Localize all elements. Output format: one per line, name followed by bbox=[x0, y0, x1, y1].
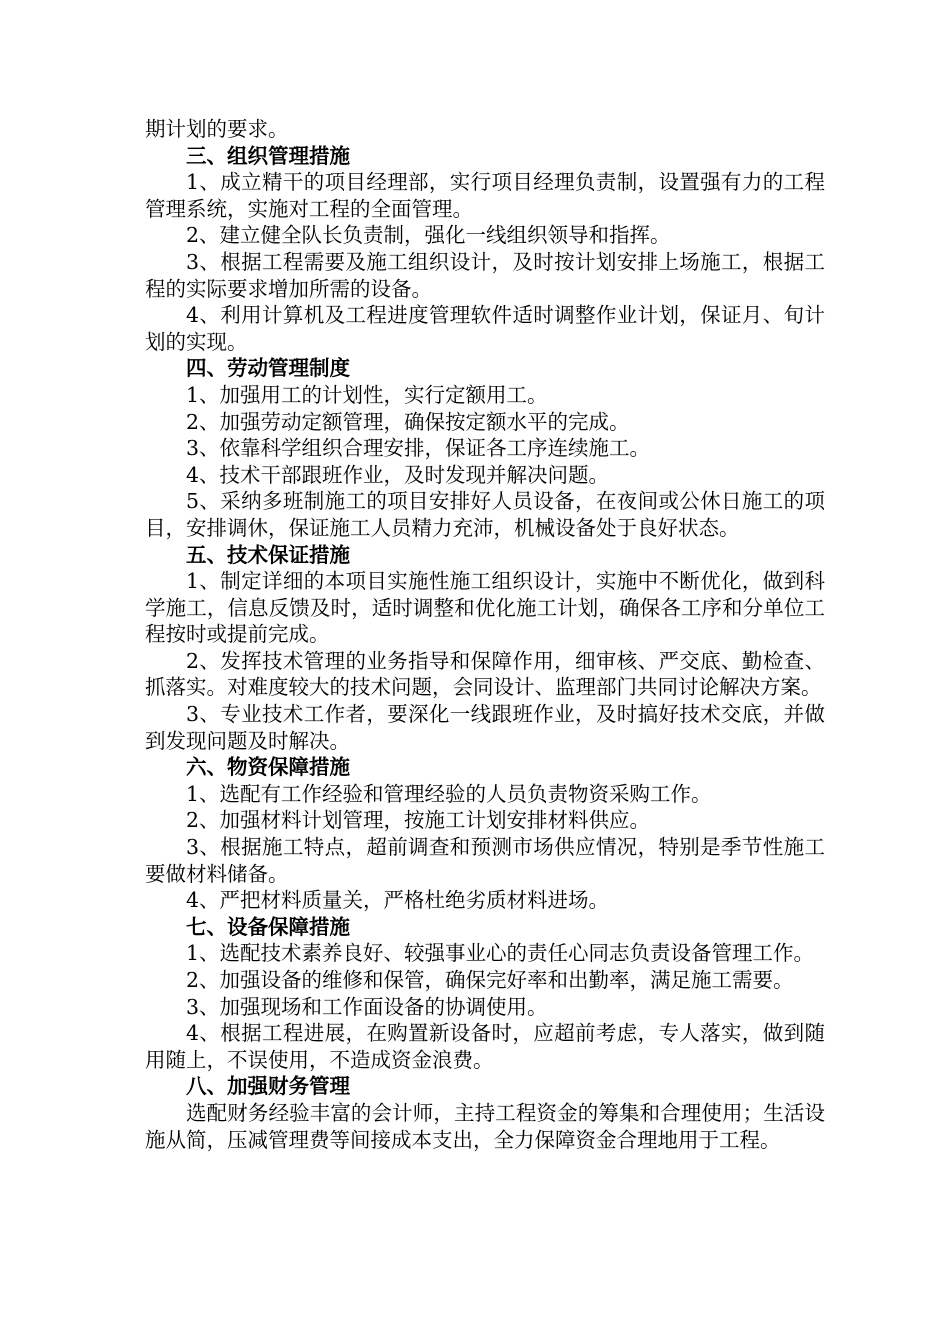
paragraph: 2、建立健全队长负责制，强化一线组织领导和指挥。 bbox=[186, 223, 671, 248]
paragraph: 2、加强劳动定额管理，确保按定额水平的完成。 bbox=[186, 409, 630, 434]
paragraph: 期计划的要求。 bbox=[145, 117, 289, 141]
paragraph: 3、根据工程需要及施工组织设计，及时按计划安排上场施工，根据工程的实际要求增加所需的设备。 bbox=[145, 249, 825, 301]
paragraph: 4、利用计算机及工程进度管理软件适时调整作业计划，保证月、旬计划的实现。 bbox=[145, 303, 825, 354]
paragraph: 3、加强现场和工作面设备的协调使用。 bbox=[186, 994, 548, 1019]
paragraph: 1、成立精干的项目经理部，实行项目经理负责制，设置强有力的工程管理系统，实施对工程的全面管理。 bbox=[145, 170, 825, 221]
paragraph: 3、专业技术工作者，要深化一线跟班作业，及时搞好技术交底，并做到发现问题及时解决。 bbox=[145, 702, 825, 753]
paragraph: 4、技术干部跟班作业，及时发现并解决问题。 bbox=[186, 462, 610, 487]
paragraph: 1、选配有工作经验和管理经验的人员负责物资采购工作。 bbox=[186, 781, 712, 806]
section-heading: 八、加强财务管理 bbox=[186, 1074, 350, 1099]
paragraph: 选配财务经验丰富的会计师，主持工程资金的筹集和合理使用；生活设施从简，压减管理费等间接成本支出，全力保障资金合理地用于工程。 bbox=[145, 1100, 825, 1152]
section-heading: 六、物资保障措施 bbox=[186, 755, 350, 780]
paragraph: 1、选配技术素养良好、较强事业心的责任心同志负责设备管理工作。 bbox=[186, 941, 815, 966]
section-heading: 四、劳动管理制度 bbox=[186, 356, 350, 381]
section-heading: 五、技术保证措施 bbox=[186, 542, 350, 567]
paragraph: 5、采纳多班制施工的项目安排好人员设备，在夜间或公休日施工的项目，安排调休，保证施工人员精力充沛，机械设备处于良好状态。 bbox=[145, 489, 825, 540]
section-heading: 三、组织管理措施 bbox=[186, 143, 350, 168]
paragraph: 1、加强用工的计划性，实行定额用工。 bbox=[186, 382, 548, 407]
paragraph: 4、严把材料质量关，严格杜绝劣质材料进场。 bbox=[186, 888, 610, 913]
paragraph: 2、发挥技术管理的业务指导和保障作用，细审核、严交底、勤检查、抓落实。对难度较大的技术问题，会同设计、监理部门共同讨论解决方案。 bbox=[145, 648, 825, 700]
paragraph: 2、加强材料计划管理，按施工计划安排材料供应。 bbox=[186, 808, 651, 833]
section-heading: 七、设备保障措施 bbox=[186, 914, 350, 939]
paragraph: 2、加强设备的维修和保管，确保完好率和出勤率，满足施工需要。 bbox=[186, 968, 794, 992]
paragraph: 3、依靠科学组织合理安排，保证各工序连续施工。 bbox=[186, 436, 651, 461]
paragraph: 3、根据施工特点，超前调查和预测市场供应情况，特别是季节性施工要做材料储备。 bbox=[145, 835, 825, 886]
paragraph: 1、制定详细的本项目实施性施工组织设计，实施中不断优化，做到科学施工，信息反馈及时，适时调整和优化施工计划，确保各工序和分单位工程按时或提前完成。 bbox=[145, 569, 825, 647]
paragraph: 4、根据工程进展，在购置新设备时，应超前考虑，专人落实，做到随用随上，不误使用，不造成资金浪费。 bbox=[145, 1021, 825, 1072]
document-body bbox=[145, 116, 825, 1153]
